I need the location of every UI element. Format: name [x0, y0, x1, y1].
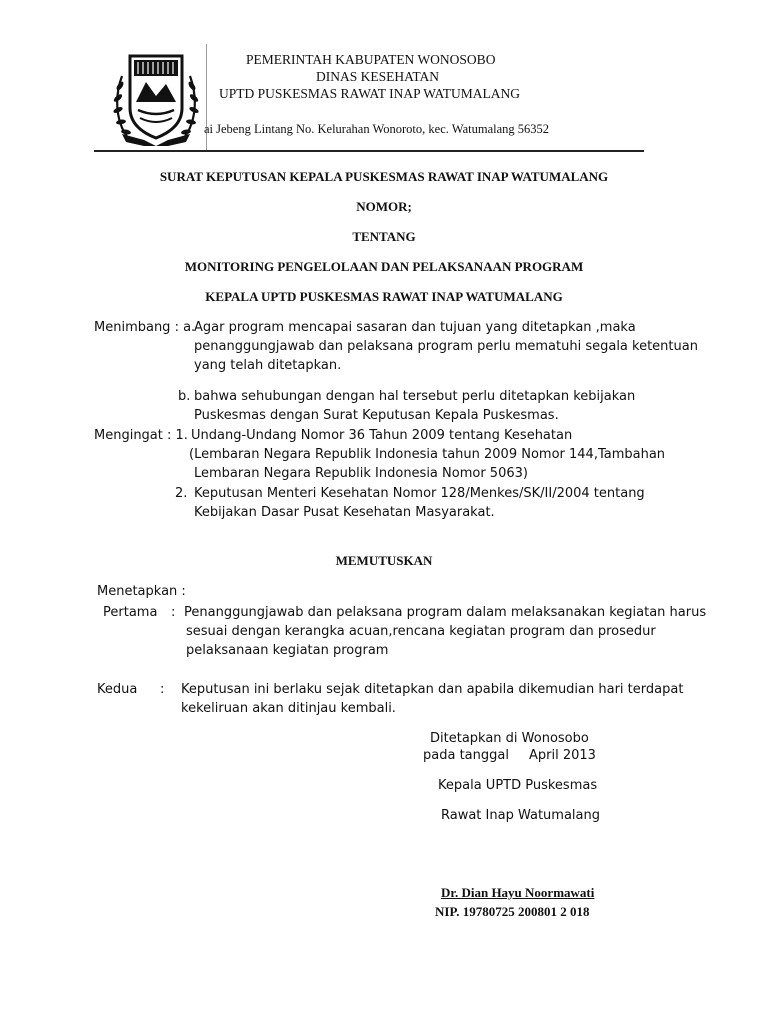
menimbang-a-line-1: Agar program mencapai sasaran dan tujuan yang ditetapkan ,maka — [194, 320, 636, 335]
memutuskan-heading: MEMUTUSKAN — [335, 553, 433, 568]
letterhead-divider-horizontal — [94, 150, 644, 152]
kedua-line-2: kekeliruan akan ditinjau kembali. — [181, 701, 396, 716]
wonosobo-regency-emblem-icon — [110, 46, 202, 148]
pertama-line-2: sesuai dengan kerangka acuan,rencana kegiatan program dan prosedur — [186, 624, 656, 639]
kedua-colon: : — [160, 682, 165, 697]
signature-date-value: April 2013 — [529, 748, 596, 763]
signature-name: Dr. Dian Hayu Noormawati — [441, 885, 595, 900]
menimbang-b-label: b. — [178, 389, 191, 404]
kedua-label: Kedua — [97, 682, 138, 697]
decree-about: TENTANG — [352, 229, 416, 244]
mengingat-label: Mengingat : 1. — [94, 428, 188, 443]
pertama-label: Pertama — [103, 605, 158, 620]
mengingat-2-line-1: Keputusan Menteri Kesehatan Nomor 128/Menkes/SK/II/2004 tentang — [194, 486, 645, 501]
pertama-line-1: Penanggungjawab dan pelaksana program dalam melaksanakan kegiatan harus — [184, 605, 707, 620]
letterhead-line-3: UPTD PUSKESMAS RAWAT INAP WATUMALANG — [219, 86, 520, 101]
mengingat-1-line-1: Undang-Undang Nomor 36 Tahun 2009 tentang Kesehatan — [191, 428, 573, 443]
mengingat-1-line-3: Lembaran Negara Republik Indonesia Nomor 5063) — [194, 466, 528, 481]
decree-title: SURAT KEPUTUSAN KEPALA PUSKESMAS RAWAT INAP WATUMALANG — [159, 169, 609, 184]
kedua-line-1: Keputusan ini berlaku sejak ditetapkan dan apabila dikemudian hari terdapat — [181, 682, 684, 697]
menimbang-b-line-1: bahwa sehubungan dengan hal tersebut perlu ditetapkan kebijakan — [194, 389, 636, 404]
menimbang-b-line-2: Puskesmas dengan Surat Keputusan Kepala Puskesmas. — [194, 408, 559, 423]
pertama-line-3: pelaksanaan kegiatan program — [186, 643, 389, 658]
letterhead-line-2: DINAS KESEHATAN — [316, 69, 440, 84]
decree-number: NOMOR; — [356, 199, 412, 214]
signature-place: Ditetapkan di Wonosobo — [430, 731, 589, 746]
decree-subject: MONITORING PENGELOLAAN DAN PELAKSANAAN PROGRAM — [184, 259, 584, 274]
menimbang-label: Menimbang : a. — [94, 320, 196, 335]
pertama-colon: : — [171, 605, 176, 620]
menimbang-a-line-2: penanggungjawab dan pelaksana program perlu mematuhi segala ketentuan — [194, 339, 698, 354]
decree-issuer: KEPALA UPTD PUSKESMAS RAWAT INAP WATUMALANG — [205, 289, 563, 304]
mengingat-2-line-2: Kebijakan Dasar Pusat Kesehatan Masyarakat. — [194, 505, 495, 520]
signature-nip: NIP. 19780725 200801 2 018 — [435, 904, 590, 919]
signature-position-2: Rawat Inap Watumalang — [441, 808, 600, 823]
mengingat-2-label: 2. — [175, 486, 188, 501]
menimbang-a-line-3: yang telah ditetapkan. — [194, 358, 342, 373]
mengingat-1-line-2: (Lembaran Negara Republik Indonesia tahun 2009 Nomor 144,Tambahan — [189, 447, 666, 462]
signature-position-1: Kepala UPTD Puskesmas — [438, 778, 598, 793]
letterhead-address: ai Jebeng Lintang No. Kelurahan Wonoroto, kec. Watumalang 56352 — [204, 122, 550, 136]
menetapkan-label: Menetapkan : — [97, 584, 186, 599]
letterhead-line-1: PEMERINTAH KABUPATEN WONOSOBO — [246, 52, 496, 67]
signature-date-label: pada tanggal — [423, 748, 509, 763]
